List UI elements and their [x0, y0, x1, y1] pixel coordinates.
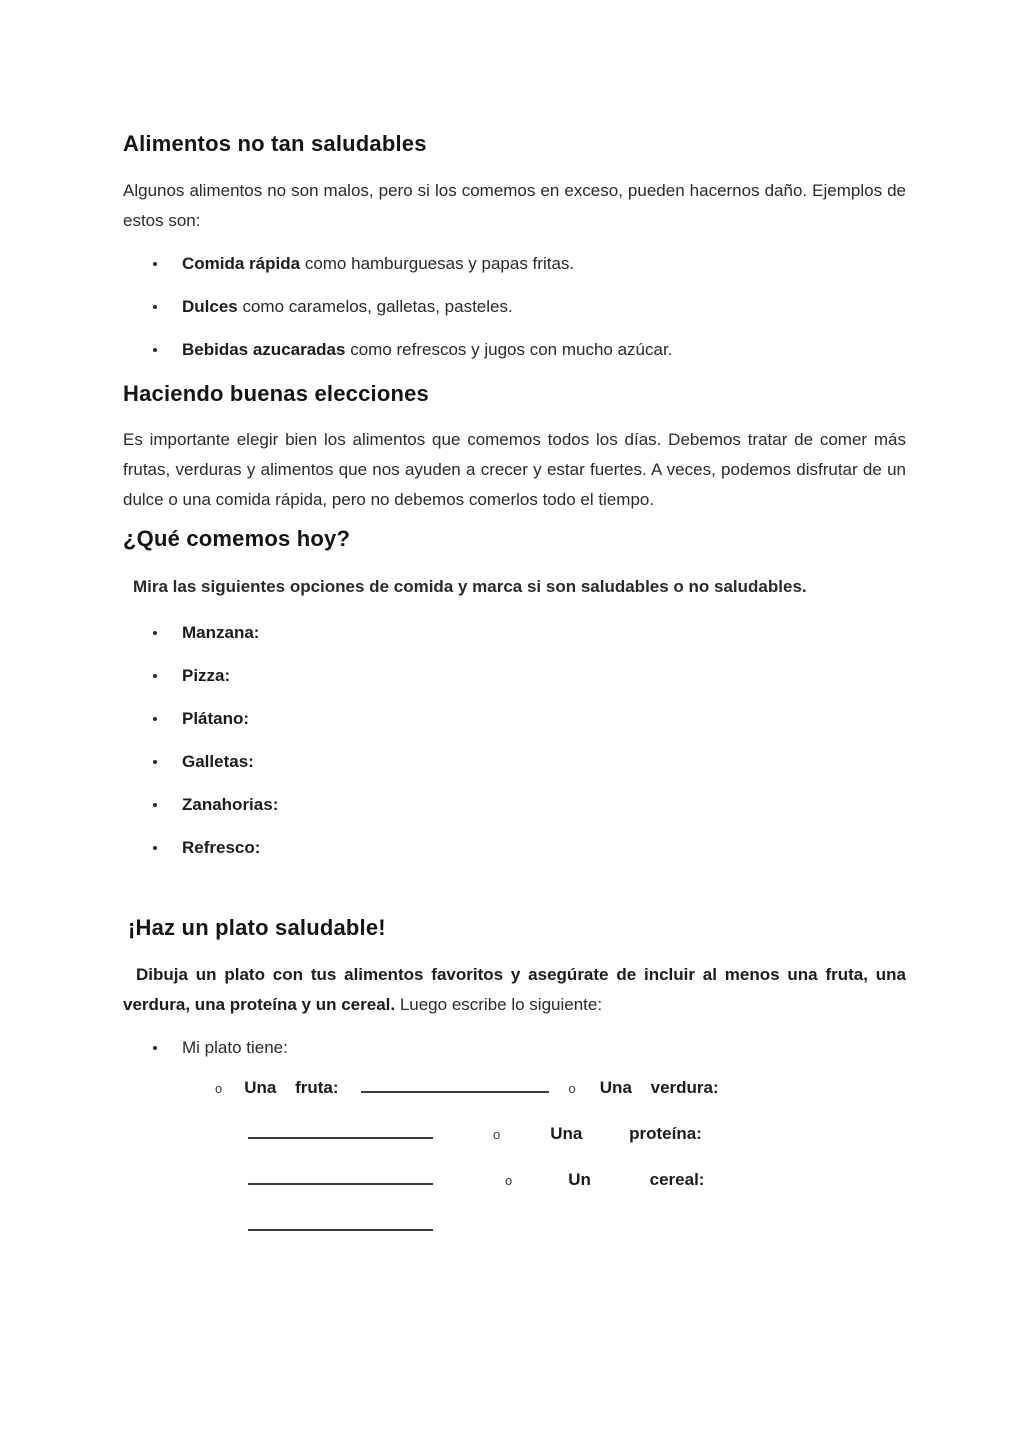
label-una-verdura: Una verdura: — [599, 1078, 719, 1097]
food-item-pizza — [123, 661, 906, 691]
sublist-row-fruta-verdura — [123, 1073, 906, 1104]
bullet-dot-icon — [153, 803, 157, 807]
circle-bullet-icon: o — [568, 1081, 576, 1096]
fill-in-blank-line — [248, 1211, 433, 1231]
label-una-fruta: Una fruta: — [244, 1078, 339, 1097]
list-item-term: Comida rápida — [182, 254, 301, 273]
bullet-dot-icon — [153, 631, 157, 635]
good-choices-paragraph: Es importante elegir bien los alimentos que comemos todos los días. Debemos tratar de comer más frutas, verduras y alimentos que nos ayuden a crecer y estar fuertes. A veces, podemos disfrutar de un dulce o una comida rápida, pero no debemos comerlos todo el tiempo. — [123, 430, 906, 509]
circle-bullet-icon: o — [505, 1173, 513, 1188]
bullet-dot-icon — [153, 1046, 157, 1050]
circle-bullet-icon: o — [493, 1127, 501, 1142]
list-item-term: Dulces — [182, 297, 238, 316]
food-item-label: Zanahorias: — [182, 795, 279, 814]
bullet-dot-icon — [153, 674, 157, 678]
plate-components-sublist — [123, 1073, 906, 1231]
section-heading-que-comemos-hoy: ¿Qué comemos hoy? — [123, 526, 351, 551]
list-item-term: Bebidas azucaradas — [182, 340, 346, 359]
draw-plate-instruction-rest: Luego escribe lo siguiente: — [395, 995, 603, 1014]
my-plate-intro-text: Mi plato tiene: — [182, 1038, 288, 1057]
section-heading-haz-un-plato-saludable: ¡Haz un plato saludable! — [128, 915, 386, 940]
sublist-row-cereal — [123, 1165, 906, 1196]
mark-foods-instruction: Mira las siguientes opciones de comida y marca si son saludables o no saludables. — [133, 577, 807, 596]
bullet-dot-icon — [153, 305, 157, 309]
sublist-row-blank — [123, 1211, 906, 1231]
bullet-dot-icon — [153, 760, 157, 764]
list-item — [123, 335, 906, 365]
food-options-list — [123, 618, 906, 863]
bullet-dot-icon — [153, 348, 157, 352]
food-item-label: Plátano: — [182, 709, 250, 728]
list-item-text: como refrescos y jugos con mucho azúcar. — [345, 340, 673, 359]
food-item-label: Manzana: — [182, 623, 260, 642]
food-item-platano — [123, 704, 906, 734]
food-item-label: Refresco: — [182, 838, 261, 857]
circle-bullet-icon: o — [215, 1081, 223, 1096]
list-item — [123, 249, 906, 279]
fill-in-blank-line — [248, 1119, 433, 1139]
bullet-dot-icon — [153, 262, 157, 266]
draw-plate-instruction-bold: Dibuja un plato con tus alimentos favoritos y asegúrate de incluir al menos una fruta, una verdura, una proteína y un cereal. — [123, 965, 906, 1014]
bullet-dot-icon — [153, 717, 157, 721]
food-item-label: Galletas: — [182, 752, 254, 771]
list-item — [123, 292, 906, 322]
food-item-manzana — [123, 618, 906, 648]
section-heading-alimentos-no-tan-saludables: Alimentos no tan saludables — [123, 131, 427, 156]
label-una-proteina: Una proteína: — [550, 1124, 702, 1143]
sublist-row-proteina — [123, 1119, 906, 1150]
section-heading-haciendo-buenas-elecciones: Haciendo buenas elecciones — [123, 381, 429, 406]
label-un-cereal: Un cereal: — [568, 1170, 705, 1189]
list-item-text: como hamburguesas y papas fritas. — [300, 254, 575, 273]
food-item-refresco — [123, 833, 906, 863]
intro-paragraph: Algunos alimentos no son malos, pero si los comemos en exceso, pueden hacernos daño. Ejemplos de estos son: — [123, 181, 906, 230]
draw-plate-instruction — [123, 960, 906, 1020]
bullet-dot-icon — [153, 846, 157, 850]
food-item-zanahorias — [123, 790, 906, 820]
list-item-text: como caramelos, galletas, pasteles. — [237, 297, 513, 316]
fill-in-blank-line — [248, 1165, 433, 1185]
food-item-label: Pizza: — [182, 666, 231, 685]
my-plate-list — [123, 1033, 906, 1063]
my-plate-intro-item — [123, 1033, 906, 1063]
fill-in-blank-line — [361, 1073, 549, 1093]
unhealthy-foods-list — [123, 249, 906, 365]
food-item-galletas — [123, 747, 906, 777]
